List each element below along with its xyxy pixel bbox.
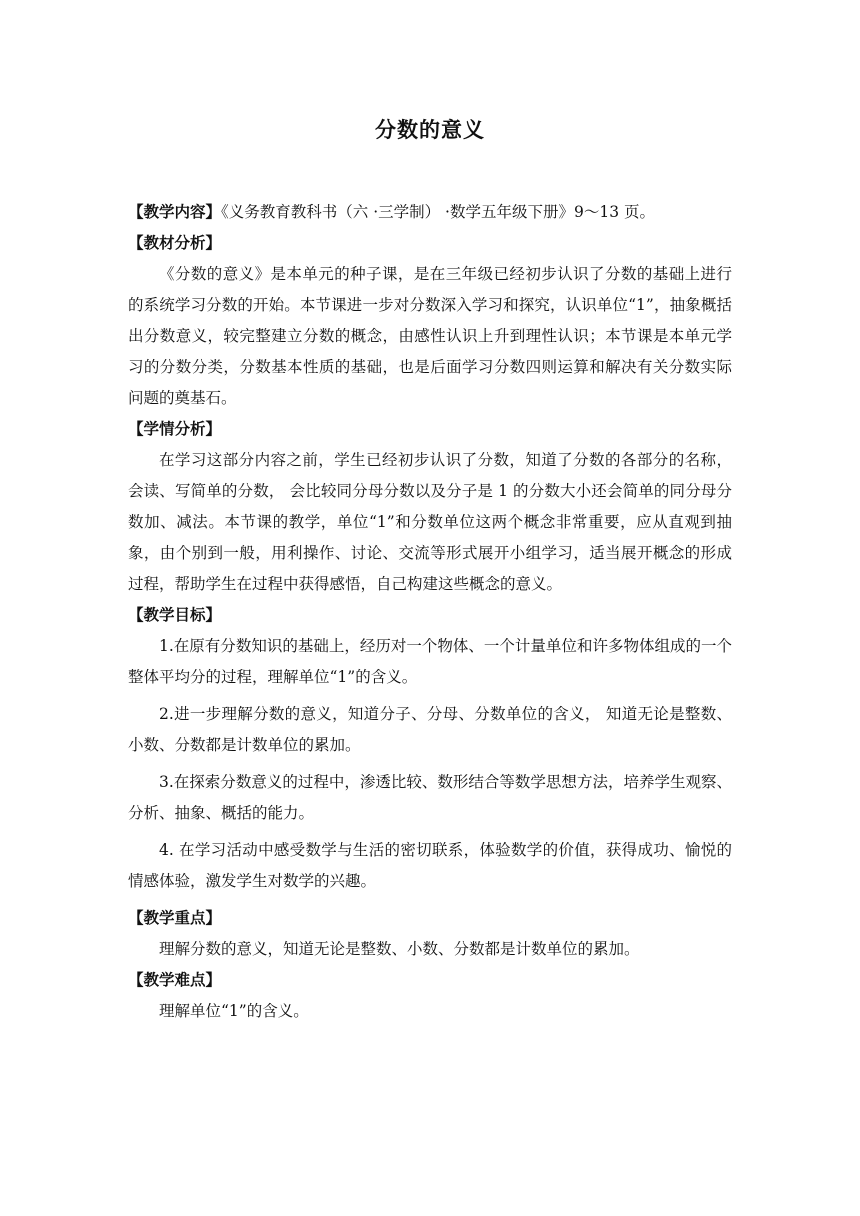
teaching-content-line — [128, 197, 732, 228]
textbook-analysis-paragraph: 《分数的意义》是本单元的种子课，是在三年级已经初步认识了分数的基础上进行的系统学习分数的开始。本节课进一步对分数深入学习和探究，认识单位“1”，抽象概括出分数意义，较完整建立分数的概念，由感性认识上升到理性认识；本节课是本单元学习的分数分类，分数基本性质的基础，也是后面学习分数四则运算和解决有关分数实际问题的奠基石。 — [128, 265, 732, 407]
teaching-goal-3: 3.在探索分数意义的过程中，渗透比较、数形结合等数学思想方法，培养学生观察、分析、抽象、概括的能力。 — [128, 773, 732, 822]
teaching-goal-4: 4. 在学习活动中感受数学与生活的密切联系，体验数学的价值，获得成功、愉悦的情感体验，激发学生对数学的兴趣。 — [128, 841, 732, 890]
teaching-goal-2: 2.进一步理解分数的意义，知道分子、分母、分数单位的含义， 知道无论是整数、小数、分数都是计数单位的累加。 — [128, 705, 732, 754]
teaching-difficulty-heading: 【教学难点】 — [128, 971, 222, 989]
document-title: 分数的意义 — [375, 118, 485, 142]
teaching-content-heading: 【教学内容】 — [128, 203, 222, 221]
teaching-content-text: 《义务教育教科书（六 ·三学制） ·数学五年级下册》9～13 页。 — [221, 203, 655, 221]
teaching-difficulty-paragraph: 理解单位“1”的含义。 — [159, 1002, 309, 1020]
textbook-analysis-heading: 【教材分析】 — [128, 234, 222, 252]
teaching-key-paragraph: 理解分数的意义，知道无论是整数、小数、分数都是计数单位的累加。 — [159, 940, 640, 958]
teaching-key-heading: 【教学重点】 — [128, 909, 222, 927]
teaching-goal-1: 1.在原有分数知识的基础上，经历对一个物体、一个计量单位和许多物体组成的一个整体平均分的过程，理解单位“1”的含义。 — [128, 637, 732, 686]
teaching-goals-heading: 【教学目标】 — [128, 606, 222, 624]
document-body — [128, 197, 732, 1027]
student-analysis-paragraph: 在学习这部分内容之前，学生已经初步认识了分数，知道了分数的各部分的名称，会读、写简单的分数， 会比较同分母分数以及分子是 1 的分数大小还会简单的同分母分数加、减法。本节课的教学，单位“1”和分数单位这两个概念非常重要，应从直观到抽象，由个别到一般，用利操作、讨论、交流等形式展开小组学习，适当展开概念的形成过程，帮助学生在过程中获得感悟，自己构建这些概念的意义。 — [128, 451, 732, 593]
student-analysis-heading: 【学情分析】 — [128, 420, 222, 438]
